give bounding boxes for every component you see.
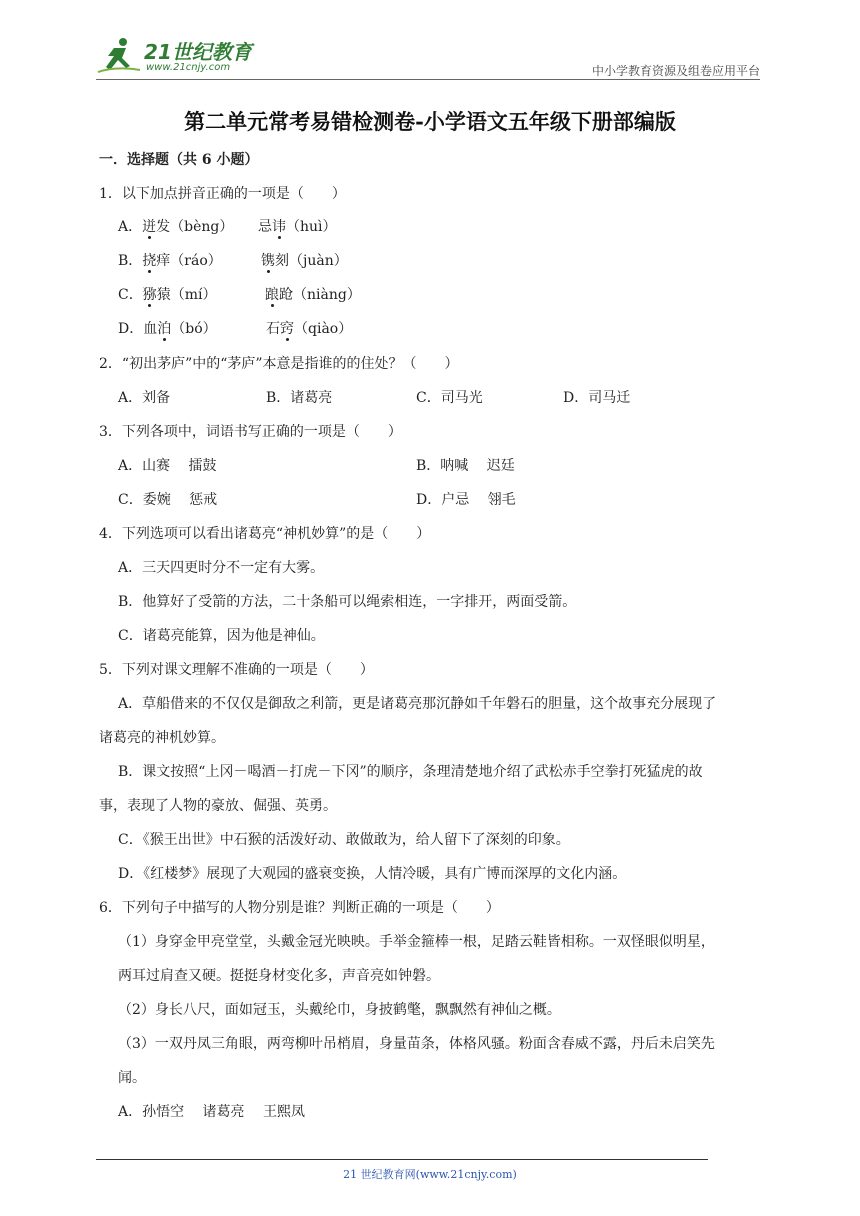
question-5-option-b-line1: B．课文按照“上冈－喝酒－打虎－下冈”的顺序，条理清楚地介绍了武松赤手空拳打死猛虎的故: [118, 764, 703, 780]
question-1-option-c-word2: 踉跄（niàng）: [265, 287, 361, 303]
question-6-sentence-3-line1: （3）一双丹凤三角眼，两弯柳叶吊梢眉，身量苗条，体格风骚。粉面含春威不露，丹后未启笑先: [118, 1036, 715, 1052]
question-1-option-c: C．猕猿（mí）: [118, 287, 217, 303]
question-2-stem: 2．“初出茅庐”中的“茅庐”本意是指谁的的住处？（ ）: [99, 356, 459, 372]
question-2-option-c: C．司马光: [416, 390, 483, 406]
question-6-sentence-1-line1: （1）身穿金甲亮堂堂，头戴金冠光映映。手举金箍棒一根，足踏云鞋皆相称。一双怪眼似明星，: [118, 934, 715, 950]
logo-url: www.21cnjy.com: [146, 62, 231, 73]
question-5-option-b-line2: 事，表现了人物的豪放、倔强、英勇。: [99, 798, 337, 814]
page-footer: 21 世纪教育网(www.21cnjy.com): [343, 1168, 517, 1181]
question-5-option-a-line1: A．草船借来的不仅仅是御敌之利箭，更是诸葛亮那沉静如千年磐石的胆量，这个故事充分展现了: [118, 696, 717, 712]
question-3-option-d: D．户忌 翎毛: [416, 492, 516, 508]
question-1-option-b-word2: 镌刻（juàn）: [261, 253, 348, 269]
page-title: 第二单元常考易错检测卷-小学语文五年级下册部编版: [184, 109, 676, 134]
section-heading: 一．选择题（共 6 小题）: [99, 152, 259, 168]
question-4-option-c: C．诸葛亮能算，因为他是神仙。: [118, 628, 325, 644]
question-1-stem: 1．以下加点拼音正确的一项是（ ）: [99, 186, 346, 202]
question-5-option-d: D．《红楼梦》展现了大观园的盛衰变换，人情冷暖，具有广博而深厚的文化内涵。: [118, 866, 627, 882]
question-6-sentence-3-line2: 闻。: [118, 1070, 146, 1086]
question-5-stem: 5．下列对课文理解不准确的一项是（ ）: [99, 662, 374, 678]
question-4-option-a: A．三天四更时分不一定有大雾。: [118, 560, 325, 576]
platform-name: 中小学教育资源及组卷应用平台: [591, 64, 760, 78]
question-3-option-b: B．呐喊 迟廷: [416, 458, 515, 474]
question-5-option-a-line2: 诸葛亮的神机妙算。: [99, 730, 225, 746]
footer-divider: [96, 1159, 708, 1160]
page-header: [96, 34, 760, 80]
question-1-option-a: A．迸发（bèng）: [118, 219, 234, 235]
question-1-option-d: D．血泊（bó）: [118, 321, 217, 337]
question-2-option-d: D．司马迁: [563, 390, 631, 406]
question-2-option-a: A．刘备: [118, 390, 171, 406]
question-6-sentence-1-line2: 两耳过肩查又硬。挺挺身材变化多，声音亮如钟磐。: [118, 968, 440, 984]
question-4-option-b: B．他算好了受箭的方法，二十条船可以绳索相连，一字排开，两面受箭。: [118, 594, 577, 610]
question-4-stem: 4．下列选项可以看出诸葛亮“神机妙算”的是（ ）: [99, 526, 431, 542]
logo-text: 21世纪教育: [144, 40, 252, 64]
question-2-option-b: B．诸葛亮: [266, 390, 333, 406]
question-3-option-c: C．委婉 惩戒: [118, 492, 218, 508]
question-1-option-b: B．挠痒（ráo）: [118, 253, 222, 269]
question-3-option-a: A．山赛 擂鼓: [118, 458, 217, 474]
question-3-stem: 3．下列各项中，词语书写正确的一项是（ ）: [99, 424, 402, 440]
question-6-option-a: A．孙悟空 诸葛亮 王熙凤: [118, 1104, 306, 1120]
site-logo: [96, 34, 266, 78]
question-6-sentence-2: （2）身长八尺，面如冠玉，头戴纶巾，身披鹤氅，飘飘然有神仙之概。: [118, 1002, 561, 1018]
question-6-stem: 6．下列句子中描写的人物分别是谁？判断正确的一项是（ ）: [99, 900, 500, 916]
question-5-option-c: C．《猴王出世》中石猴的活泼好动、敢做敢为，给人留下了深刻的印象。: [118, 832, 570, 848]
header-divider: [96, 79, 760, 80]
question-1-option-d-word2: 石窍（qiào）: [266, 321, 353, 337]
question-1-option-a-word2: 忌讳（huì）: [258, 219, 337, 235]
runner-logo-icon: [96, 36, 142, 76]
